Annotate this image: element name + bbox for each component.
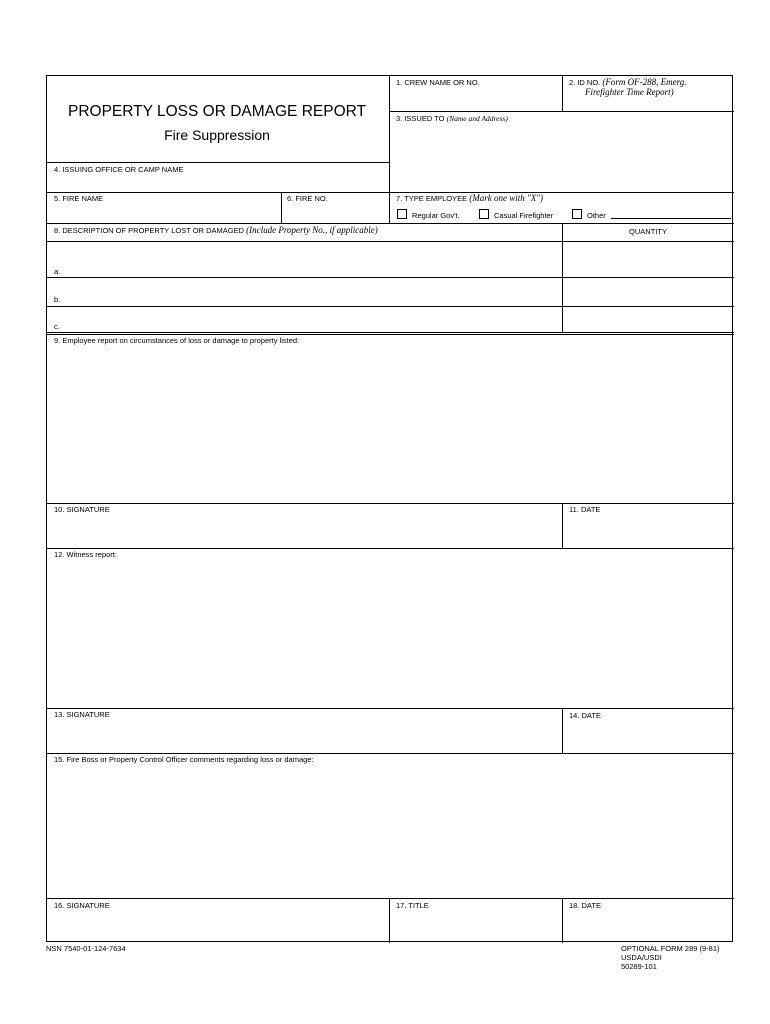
fire-no-field[interactable] [282,204,388,222]
employee-report-label: 9. Employee report on circumstances of loss or damage to property listed: [54,336,300,345]
signature-13-label: 13. SIGNATURE [54,710,110,719]
property-loss-form [46,75,733,942]
id-no-field[interactable] [563,98,733,110]
issuing-office-label: 4. ISSUING OFFICE OR CAMP NAME [54,165,184,174]
divider [47,223,734,224]
item-a-quantity-field[interactable] [563,242,733,276]
crew-name-label: 1. CREW NAME OR NO. [396,78,480,87]
witness-report-label: 12. Witness report: [54,550,117,559]
option-other[interactable] [572,209,606,220]
item-a-description-field[interactable] [48,242,561,276]
issued-to-note: (Name and Address) [446,114,508,123]
fire-name-field[interactable] [48,204,280,222]
id-no-note: (Form OF-288, Emerg. [602,77,687,87]
divider [47,162,389,163]
divider [47,898,734,899]
type-employee-label: 7. TYPE EMPLOYEE [396,194,468,203]
officer-comments-field[interactable] [48,765,733,897]
form-title: PROPERTY LOSS OR DAMAGE REPORT [67,103,367,120]
type-employee-note: (Mark one with "X") [469,193,544,203]
issued-to-field[interactable] [390,124,733,222]
divider [47,753,734,754]
id-no-label: 2. ID NO. [569,78,601,87]
item-b-description-field[interactable] [48,278,561,305]
item-b-quantity-field[interactable] [563,278,733,305]
option-regular[interactable] [397,209,460,220]
regular-checkbox[interactable] [397,209,407,219]
other-checkbox[interactable] [572,209,582,219]
officer-comments-label: 15. Fire Boss or Property Control Officer comments regarding loss or damage: [54,755,314,764]
date-14-field[interactable] [563,721,733,752]
signature-16-label: 16. SIGNATURE [54,901,110,910]
divider [47,334,734,335]
item-c-label: c. [54,322,60,331]
divider [47,332,734,333]
id-no-note-line2: Firefighter Time Report) [585,87,674,97]
crew-name-field[interactable] [390,88,561,110]
form-subtitle: Fire Suppression [164,127,270,143]
date-11-label: 11. DATE [569,505,601,514]
form-number: OPTIONAL FORM 289 (9-81) [621,944,720,953]
signature-16-field[interactable] [48,911,388,942]
quantity-label: QUANTITY [629,227,667,236]
description-note: (Include Property No., if applicable) [246,225,378,235]
divider [47,503,734,504]
date-14-label: 14. DATE [569,711,601,720]
nsn-number: NSN 7540-01-124-7634 [46,944,126,953]
date-18-field[interactable] [563,911,733,942]
other-line[interactable] [611,218,731,219]
issuing-office-field[interactable] [48,175,388,191]
title-17-label: 17. TITLE [396,901,429,910]
agency-code: USDA/USDI [621,953,662,962]
signature-10-label: 10. SIGNATURE [54,505,110,514]
date-11-field[interactable] [563,515,733,547]
divider [47,548,734,549]
stock-code: 50289-101 [621,962,657,971]
item-a-label: a. [54,267,61,276]
date-18-label: 18. DATE [569,901,601,910]
casual-checkbox[interactable] [479,209,489,219]
witness-report-field[interactable] [48,560,733,707]
item-c-quantity-field[interactable] [563,307,733,331]
option-regular-label: Regular Gov't. [412,211,460,220]
signature-13-field[interactable] [48,720,561,752]
employee-report-field[interactable] [48,346,733,502]
fire-name-label: 5. FIRE NAME [54,194,104,203]
item-c-description-field[interactable] [48,307,561,331]
issued-to-label: 3. ISSUED TO [396,114,445,123]
fire-no-label: 6. FIRE NO. [287,194,328,203]
option-casual-label: Casual Firefighter [494,211,554,220]
divider [47,708,734,709]
option-casual[interactable] [479,209,553,220]
signature-10-field[interactable] [48,515,561,547]
item-b-label: b. [54,295,61,304]
title-17-field[interactable] [390,911,561,942]
option-other-label: Other [587,211,606,220]
description-label: 8. DESCRIPTION OF PROPERTY LOST OR DAMAGED [54,226,245,235]
